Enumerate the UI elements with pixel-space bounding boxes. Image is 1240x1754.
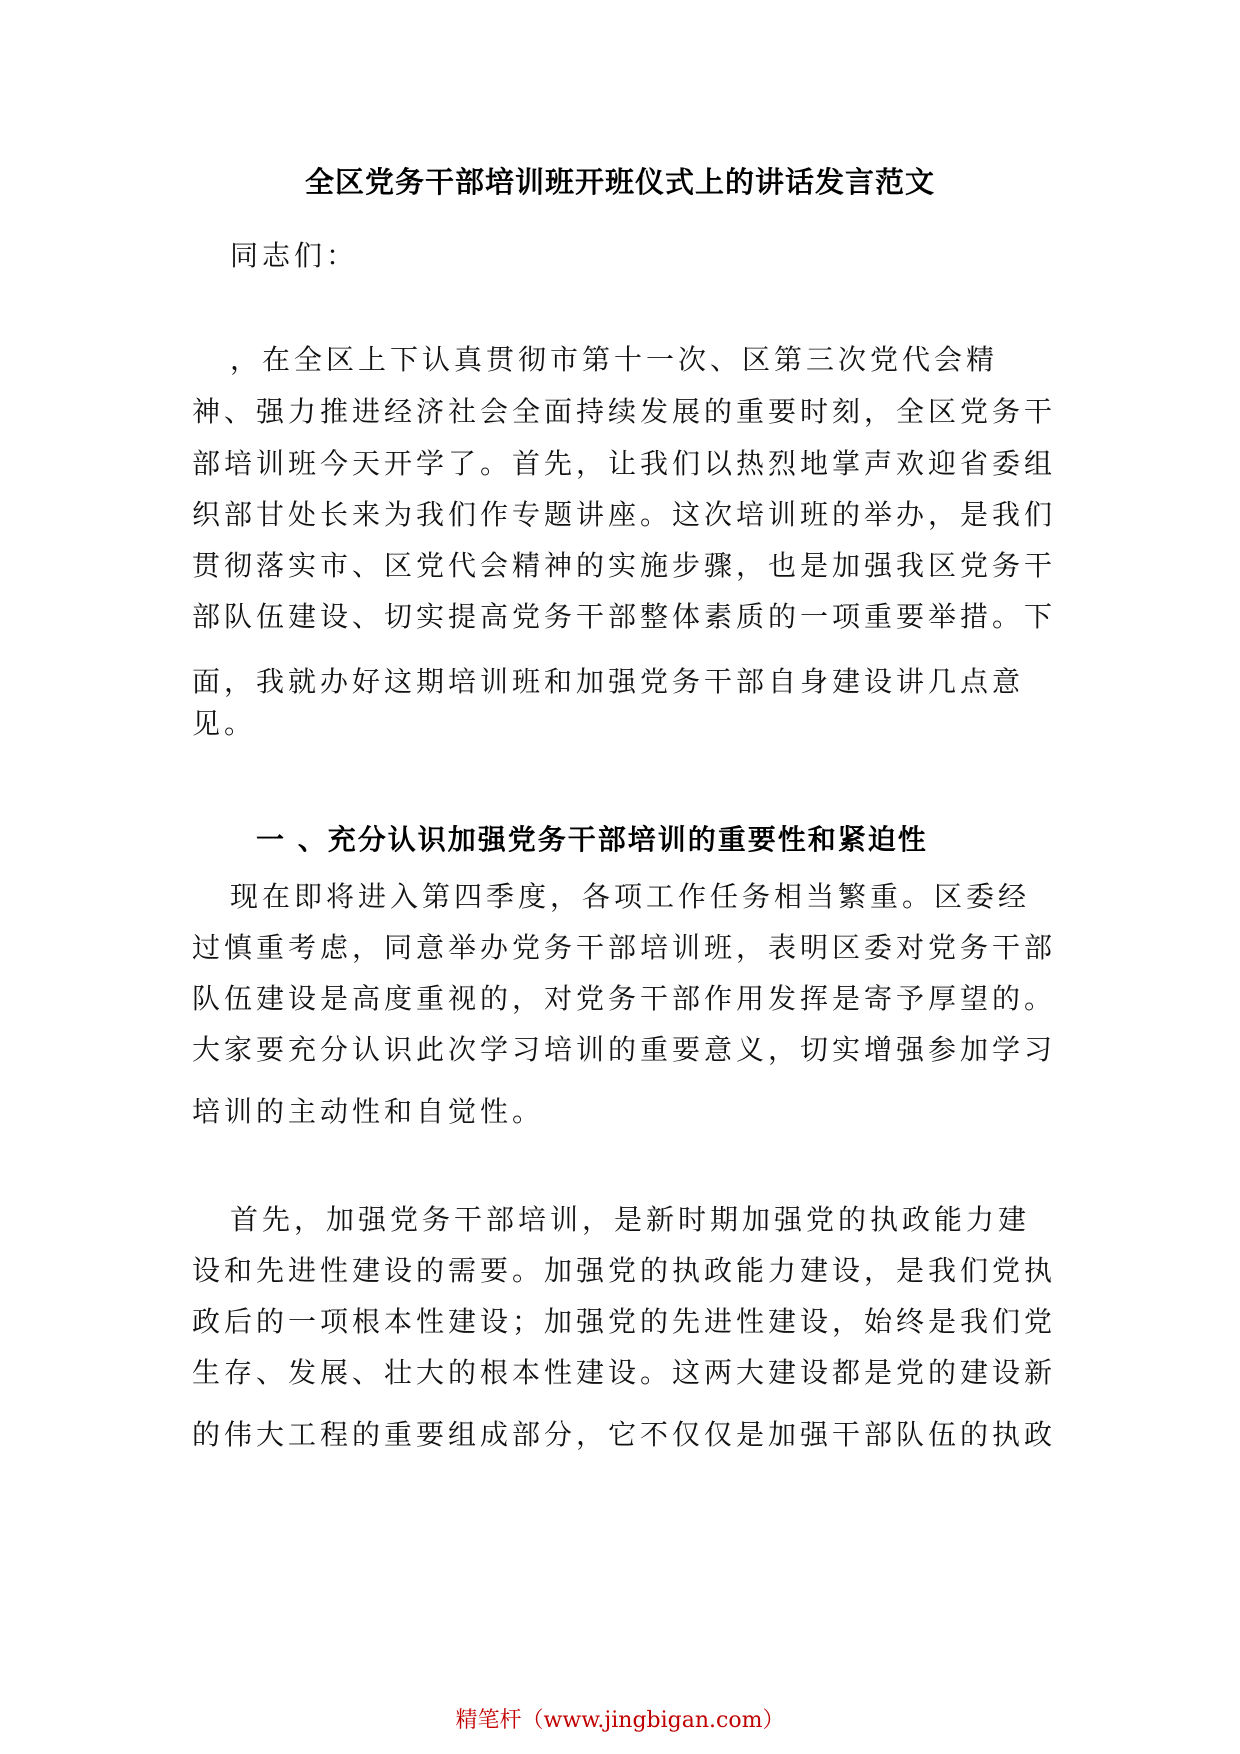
text-line: 培训的主动性和自觉性。: [192, 1095, 545, 1128]
text-line: 队伍建设是高度重视的，对党务干部作用发挥是寄予厚望的。: [192, 982, 1057, 1015]
text-line: 部队伍建设、切实提高党务干部整体素质的一项重要举措。下: [192, 600, 1057, 633]
text-line: 生存、发展、壮大的根本性建设。这两大建设都是党的建设新: [192, 1356, 1057, 1389]
text-line: 织部甘处长来为我们作专题讲座。这次培训班的举办，是我们: [192, 498, 1057, 531]
text-line: 过慎重考虑，同意举办党务干部培训班，表明区委对党务干部: [192, 931, 1057, 964]
text-line: 大家要充分认识此次学习培训的重要意义，切实增强参加学习: [192, 1033, 1057, 1066]
footer-watermark: 精笔杆（www.jingbigan.com）: [455, 1708, 785, 1733]
section-heading: 一 、充分认识加强党务干部培训的重要性和紧迫性: [256, 823, 928, 856]
text-line: 贯彻落实市、区党代会精神的实施步骤，也是加强我区党务干: [192, 549, 1057, 582]
text-line: 见。: [192, 707, 257, 740]
text-line: 现在即将进入第四季度，各项工作任务相当繁重。区委经: [230, 880, 1031, 913]
text-line: 面，我就办好这期培训班和加强党务干部自身建设讲几点意: [192, 665, 1025, 698]
greeting: 同志们：: [230, 239, 359, 272]
text-line: 设和先进性建设的需要。加强党的执政能力建设，是我们党执: [192, 1254, 1057, 1287]
text-line: 政后的一项根本性建设；加强党的先进性建设，始终是我们党: [192, 1305, 1057, 1338]
document-title: 全区党务干部培训班开班仪式上的讲话发言范文: [304, 165, 935, 199]
text-line: 首先，加强党务干部培训，是新时期加强党的执政能力建: [230, 1203, 1031, 1236]
text-line: ，在全区上下认真贯彻市第十一次、区第三次党代会精: [230, 343, 999, 376]
text-line: 神、强力推进经济社会全面持续发展的重要时刻，全区党务干: [192, 395, 1057, 428]
text-line: 的伟大工程的重要组成部分，它不仅仅是加强干部队伍的执政: [192, 1418, 1057, 1451]
text-line: 部培训班今天开学了。首先，让我们以热烈地掌声欢迎省委组: [192, 447, 1057, 480]
